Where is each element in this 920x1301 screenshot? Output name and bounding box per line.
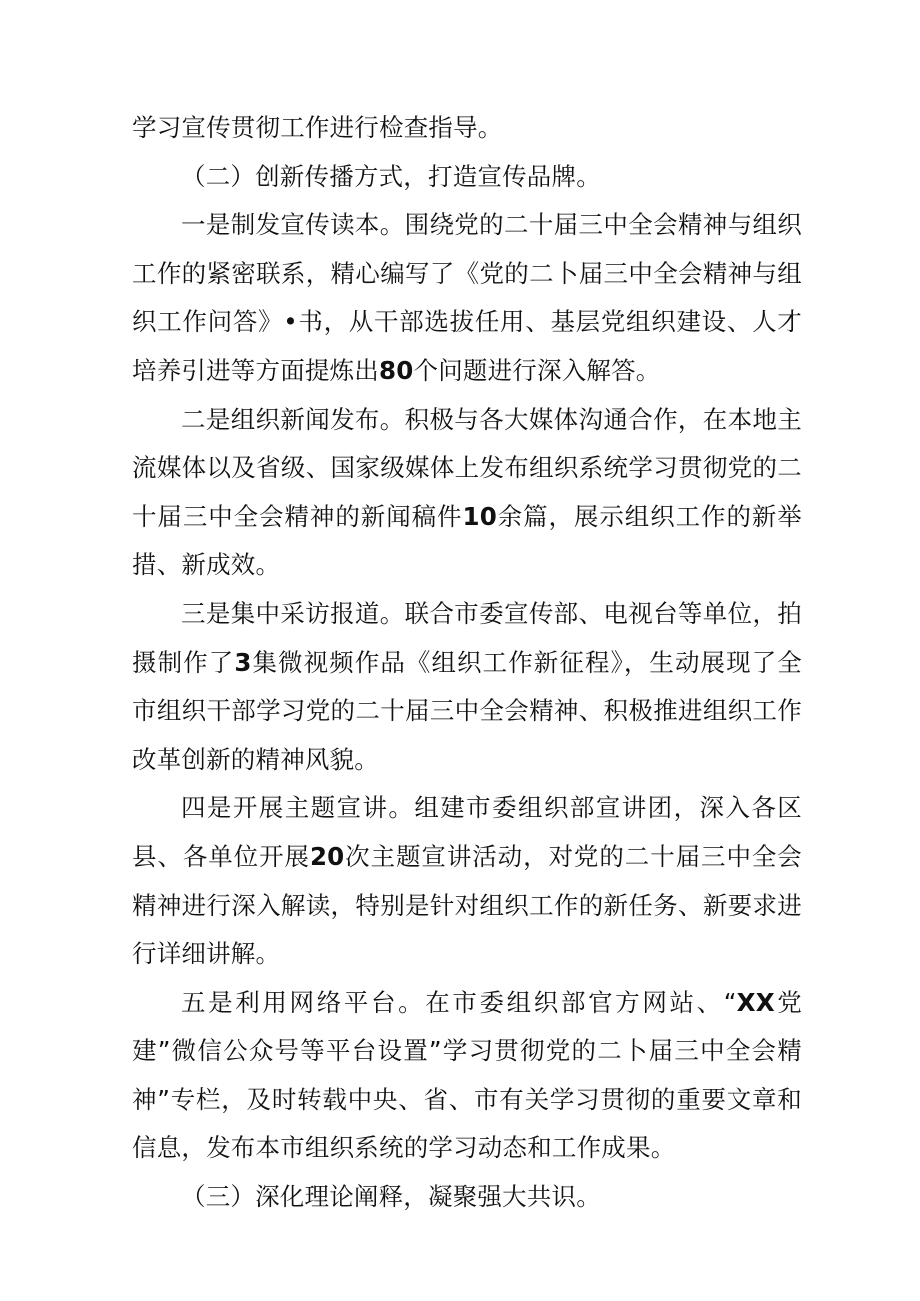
document-body [132,104,802,1222]
paragraph-online-platform: 五是利用网络平台。在市委组织部官方网站、“XX党建”微信公众号等平台设置”学习贯彻党的二卜届三中全会精神”专栏，及时转载中央、省、市有关学习贯彻的重要文章和信息，发布本市组织系统的学习动态和工作成果。 [132,987,802,1163]
paragraph-themed-lectures: 四是开展主题宣讲。组建市委组织部宣讲团，深入各区县、各单位开展20次主题宣讲活动，对党的二十届三中全会精神进行深入解读，特别是针对组织工作的新任务、新要求进行详细讲解。 [132,793,802,969]
paragraph-interview-report: 三是集中采访报道。联合市委宣传部、电视台等单位，拍摄制作了3集微视频作品《组织工作新征程》，生动展现了全市组织干部学习党的二十届三中全会精神、积极推进组织工作改革创新的精神风貌。 [132,598,802,774]
paragraph-publicity-reader: 一是制发宣传读本。围绕党的二十届三中全会精神与组织工作的紧密联系，精心编写了《党的二卜届三中全会精神与组织工作问答》•书，从干部选拔任用、基层党组织建设、人才培养引进等方面提炼出80个问题进行深入解答。 [132,210,802,385]
paragraph-continuation: 学习宣传贯彻工作进行检查指导。 [132,113,503,142]
section-heading-2: （二）创新传播方式，打造宣传品牌。 [181,161,601,191]
paragraph-news-release: 二是组织新闻发布。积极与各大媒体沟通合作，在本地主流媒体以及省级、国家级媒体上发布组织系统学习贯彻党的二十届三中全会精神的新闻稿件10余篇，展示组织工作的新举措、新成效。 [132,404,802,580]
section-heading-3: （三）深化理论阐释，凝聚强大共识。 [181,1182,601,1212]
